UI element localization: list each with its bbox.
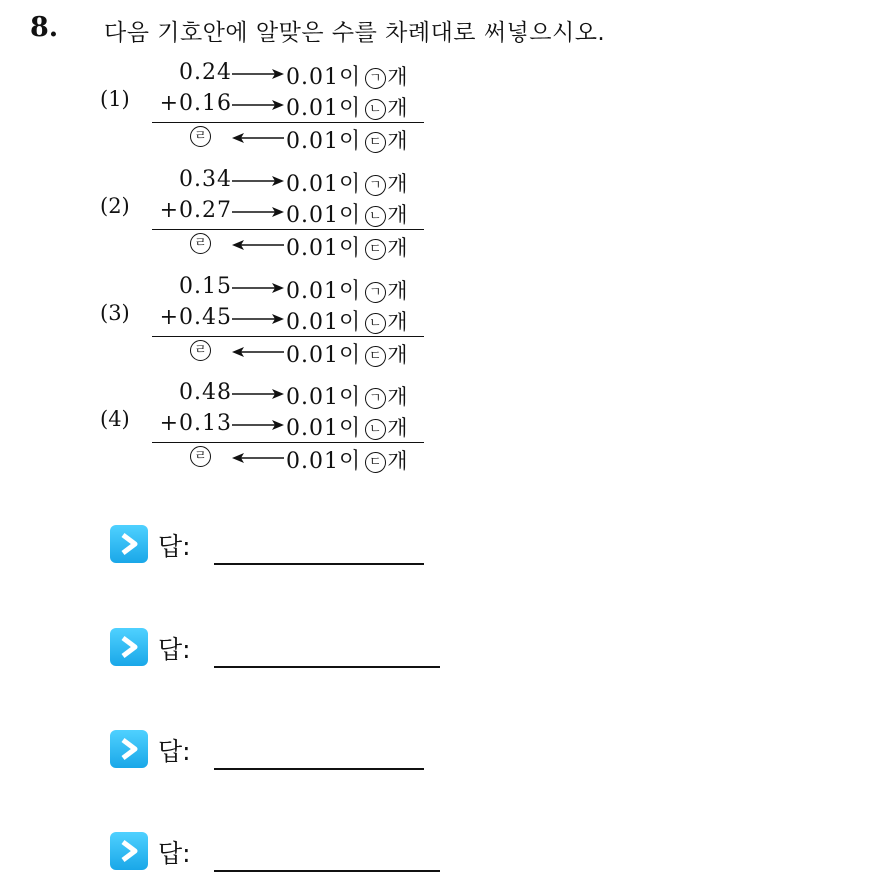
answer-blank[interactable] bbox=[214, 666, 440, 668]
addend-bottom: +0.27 bbox=[159, 198, 232, 223]
arrow-right-icon bbox=[232, 386, 284, 402]
symbol-circle-a: ㄱ bbox=[365, 388, 386, 409]
unit-text: 0.01이 bbox=[286, 343, 362, 368]
unit-text: 0.01이 bbox=[286, 449, 362, 474]
arrow-right-icon bbox=[232, 280, 284, 296]
unit-text: 0.01이 bbox=[286, 385, 362, 410]
symbol-circle-b: ㄴ bbox=[365, 313, 386, 334]
unit-text: 0.01이 bbox=[286, 416, 362, 441]
symbol-circle-b: ㄴ bbox=[365, 419, 386, 440]
symbol-circle-a: ㄱ bbox=[365, 68, 386, 89]
symbol-circle-c: ㄷ bbox=[365, 239, 386, 260]
answer-label: 답: bbox=[158, 635, 191, 664]
addend-top: 0.15 bbox=[179, 274, 232, 299]
addend-top: 0.24 bbox=[179, 60, 232, 85]
symbol-circle-a: ㄱ bbox=[365, 175, 386, 196]
count-text: 개 bbox=[387, 203, 409, 227]
unit-text: 0.01이 bbox=[286, 65, 362, 90]
arrow-right-icon bbox=[232, 66, 284, 82]
count-text: 개 bbox=[387, 310, 409, 334]
arrow-right-icon bbox=[232, 311, 284, 327]
chevron-right-icon bbox=[110, 832, 148, 870]
arrow-right-icon bbox=[232, 173, 284, 189]
problem-1 bbox=[96, 60, 436, 160]
unit-count-top bbox=[286, 274, 409, 305]
count-text: 개 bbox=[387, 416, 409, 440]
unit-count-result bbox=[286, 444, 409, 475]
answer-blank[interactable] bbox=[214, 768, 424, 770]
unit-count-bottom bbox=[286, 198, 409, 229]
unit-count-top bbox=[286, 167, 409, 198]
arrow-left-icon bbox=[232, 237, 284, 253]
chevron-right-icon bbox=[110, 525, 148, 563]
count-text: 개 bbox=[387, 129, 409, 153]
count-text: 개 bbox=[387, 449, 409, 473]
count-text: 개 bbox=[387, 385, 409, 409]
answer-label: 답: bbox=[158, 839, 191, 868]
symbol-circle-b: ㄴ bbox=[365, 99, 386, 120]
sum-rule bbox=[152, 229, 424, 230]
count-text: 개 bbox=[387, 343, 409, 367]
problem-label: (2) bbox=[100, 194, 130, 218]
arrow-right-icon bbox=[232, 417, 284, 433]
count-text: 개 bbox=[387, 96, 409, 120]
unit-count-result bbox=[286, 231, 409, 262]
symbol-circle-c: ㄷ bbox=[365, 452, 386, 473]
problem-3 bbox=[96, 274, 436, 374]
unit-text: 0.01이 bbox=[286, 310, 362, 335]
problem-2 bbox=[96, 167, 436, 267]
symbol-circle-a: ㄱ bbox=[365, 282, 386, 303]
question-number: 8. bbox=[30, 12, 59, 43]
unit-text: 0.01이 bbox=[286, 236, 362, 261]
addend-bottom: +0.13 bbox=[159, 411, 232, 436]
problem-label: (4) bbox=[100, 407, 130, 431]
unit-text: 0.01이 bbox=[286, 129, 362, 154]
addend-bottom: +0.45 bbox=[159, 305, 232, 330]
unit-count-bottom bbox=[286, 305, 409, 336]
symbol-circle-c: ㄷ bbox=[365, 346, 386, 367]
unit-text: 0.01이 bbox=[286, 279, 362, 304]
arrow-right-icon bbox=[232, 97, 284, 113]
symbol-circle-b: ㄴ bbox=[365, 206, 386, 227]
arrow-left-icon bbox=[232, 130, 284, 146]
unit-text: 0.01이 bbox=[286, 203, 362, 228]
unit-count-bottom bbox=[286, 411, 409, 442]
addend-bottom: +0.16 bbox=[159, 91, 232, 116]
arrow-left-icon bbox=[232, 450, 284, 466]
unit-count-bottom bbox=[286, 91, 409, 122]
symbol-circle-d: ㄹ bbox=[190, 233, 211, 254]
count-text: 개 bbox=[387, 236, 409, 260]
symbol-circle-c: ㄷ bbox=[365, 132, 386, 153]
chevron-right-icon bbox=[110, 628, 148, 666]
answer-label: 답: bbox=[158, 737, 191, 766]
arrow-right-icon bbox=[232, 204, 284, 220]
arrow-left-icon bbox=[232, 344, 284, 360]
unit-count-top bbox=[286, 60, 409, 91]
sum-rule bbox=[152, 442, 424, 443]
unit-count-top bbox=[286, 380, 409, 411]
answer-blank[interactable] bbox=[214, 563, 424, 565]
answer-blank[interactable] bbox=[214, 870, 440, 872]
symbol-circle-d: ㄹ bbox=[190, 340, 211, 361]
unit-text: 0.01이 bbox=[286, 172, 362, 197]
count-text: 개 bbox=[387, 65, 409, 89]
unit-count-result bbox=[286, 124, 409, 155]
problem-label: (3) bbox=[100, 301, 130, 325]
sum-rule bbox=[152, 336, 424, 337]
count-text: 개 bbox=[387, 172, 409, 196]
symbol-circle-d: ㄹ bbox=[190, 446, 211, 467]
problem-label: (1) bbox=[100, 87, 130, 111]
unit-count-result bbox=[286, 338, 409, 369]
question-text: 다음 기호안에 알맞은 수를 차례대로 써넣으시오. bbox=[104, 20, 606, 46]
count-text: 개 bbox=[387, 279, 409, 303]
addend-top: 0.48 bbox=[179, 380, 232, 405]
chevron-right-icon bbox=[110, 730, 148, 768]
problem-4 bbox=[96, 380, 436, 480]
addend-top: 0.34 bbox=[179, 167, 232, 192]
symbol-circle-d: ㄹ bbox=[190, 126, 211, 147]
sum-rule bbox=[152, 122, 424, 123]
answer-label: 답: bbox=[158, 532, 191, 561]
unit-text: 0.01이 bbox=[286, 96, 362, 121]
